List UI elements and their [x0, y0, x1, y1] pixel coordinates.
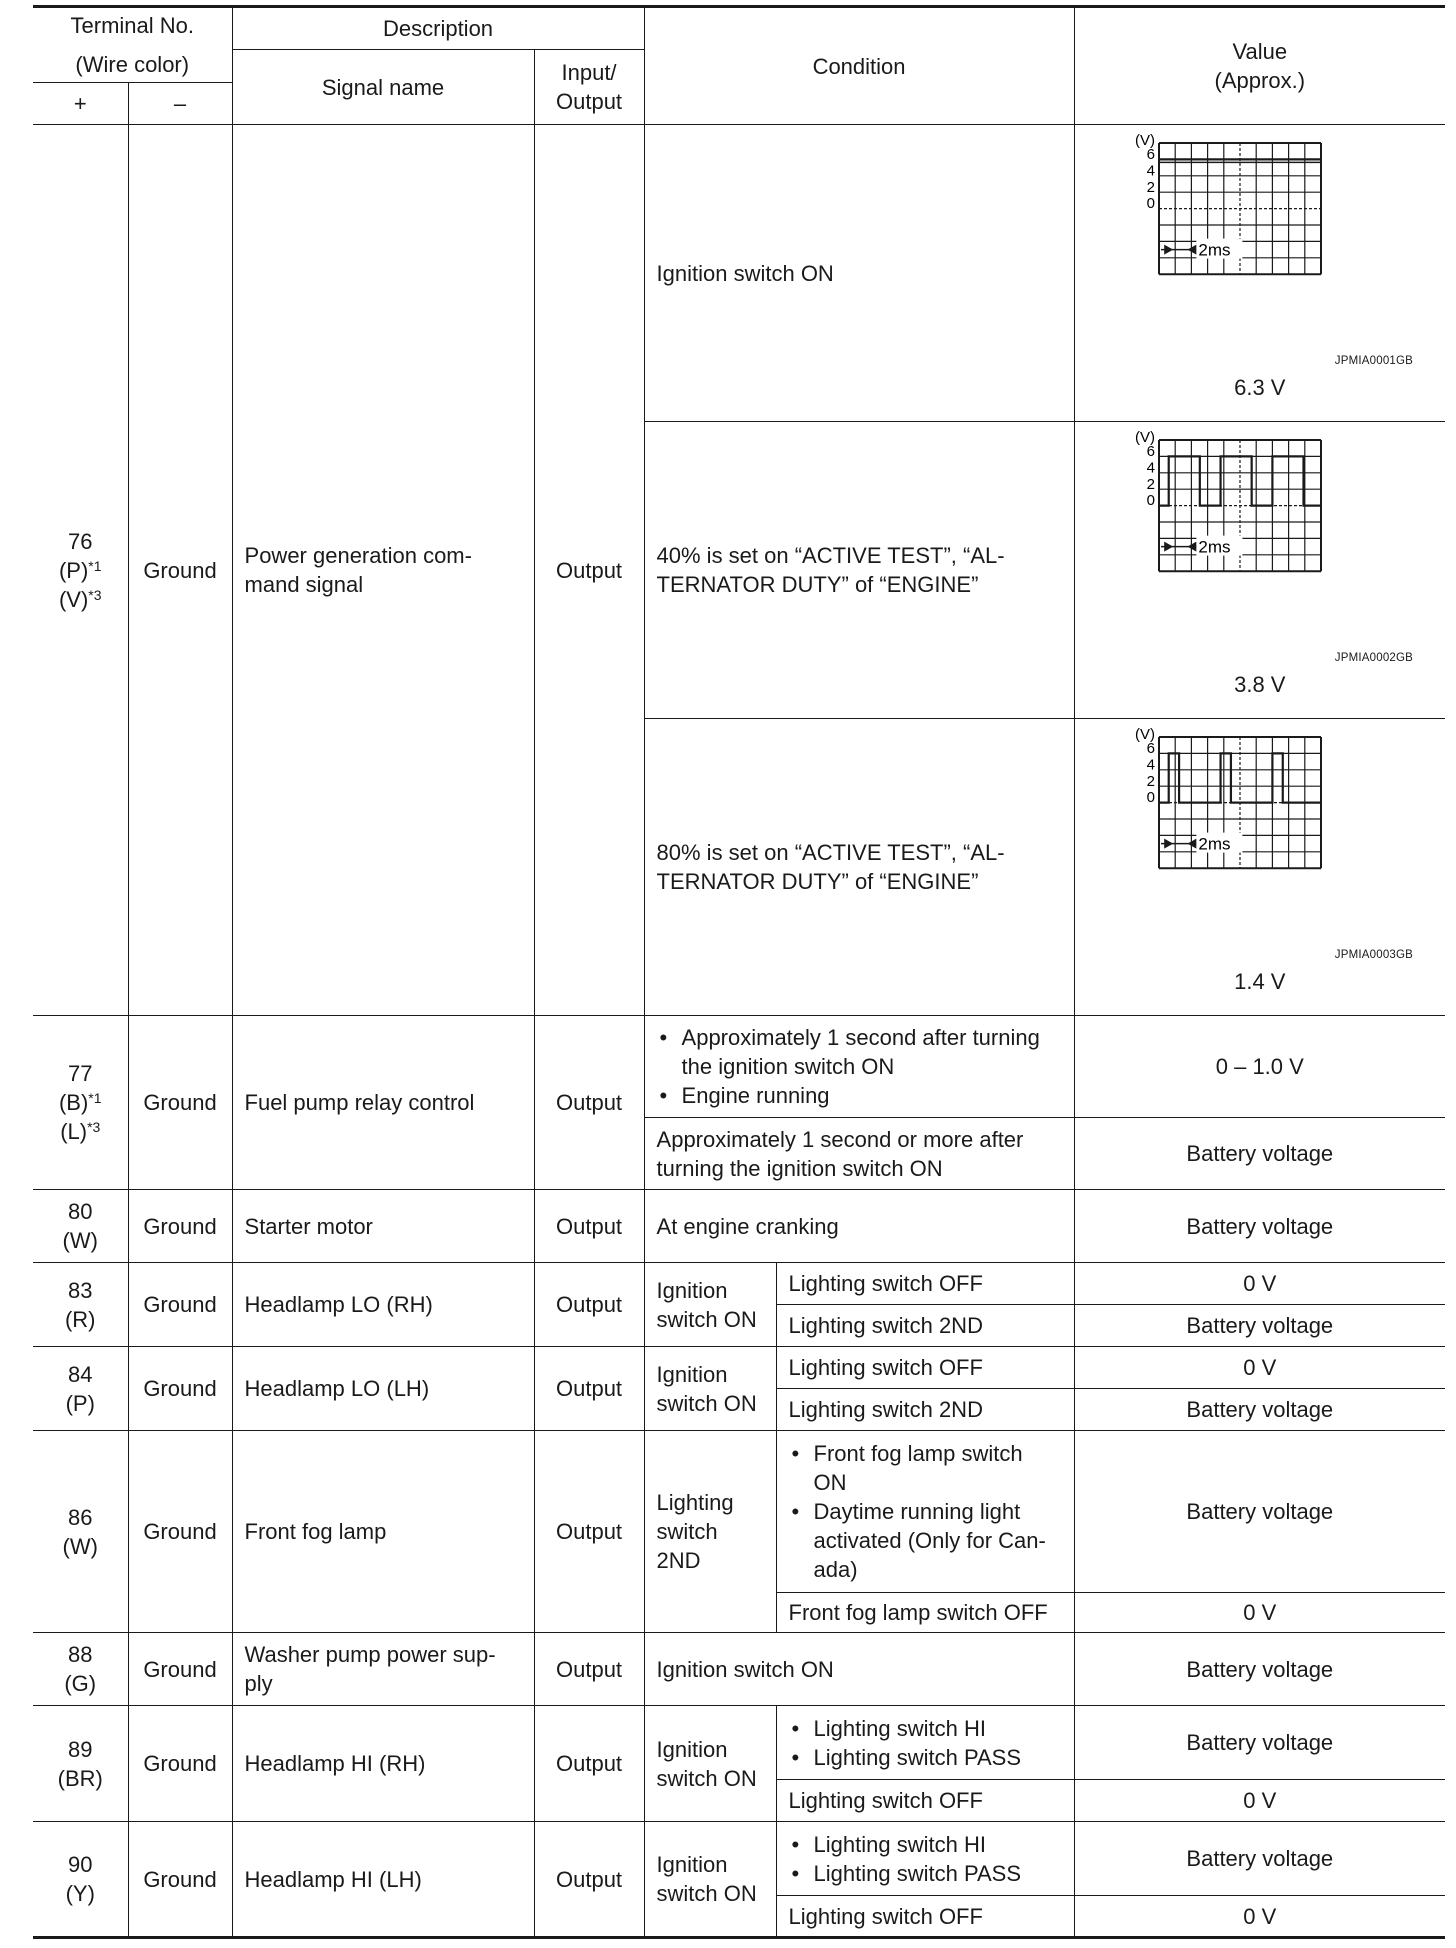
terminal-89-value-2: 0 V: [1074, 1780, 1445, 1822]
header-plus: +: [33, 83, 128, 125]
terminal-84-value-1: 0 V: [1074, 1347, 1445, 1389]
terminal-86-number: 86 (W): [33, 1431, 128, 1633]
terminal-83-subcondition-1: Lighting switch OFF: [776, 1263, 1074, 1305]
terminal-90-signal: Headlamp HI (LH): [232, 1822, 534, 1938]
terminal-84-ground: Ground: [128, 1347, 232, 1431]
time-division-label: 2ms: [1197, 834, 1231, 854]
terminal-88-ground: Ground: [128, 1633, 232, 1706]
arrow-right-icon: [1164, 839, 1173, 849]
terminal-89-signal: Headlamp HI (RH): [232, 1706, 534, 1822]
terminal-83-value-1: 0 V: [1074, 1263, 1445, 1305]
axis-tick-label: 6: [1146, 443, 1155, 460]
bullet-item: • Lighting switch HI: [789, 1714, 1062, 1743]
terminal-84-signal: Headlamp LO (LH): [232, 1347, 534, 1431]
axis-tick-label: 4: [1146, 459, 1155, 477]
terminal-77-value-2: Battery voltage: [1074, 1118, 1445, 1190]
header-minus: –: [128, 83, 232, 125]
header-description: Description: [232, 7, 644, 50]
axis-unit-label: (V): [1134, 726, 1155, 743]
header-wire-color: (Wire color): [33, 50, 232, 83]
terminal-83-signal: Headlamp LO (RH): [232, 1263, 534, 1347]
terminal-84-subcondition-1: Lighting switch OFF: [776, 1347, 1074, 1389]
terminal-89-io: Output: [534, 1706, 644, 1822]
terminal-90-subcondition-1: [776, 1822, 1074, 1896]
time-division-label: 2ms: [1197, 537, 1231, 557]
terminal-86-ground: Ground: [128, 1431, 232, 1633]
terminal-80-number: 80 (W): [33, 1190, 128, 1263]
time-division-label: 2ms: [1197, 240, 1231, 260]
oscilloscope-waveform-1: [1075, 125, 1446, 365]
scope-code-3: JPMIA0003GB: [1334, 949, 1414, 961]
bullet-item: • Daytime running light activated (Only for Can- ada): [789, 1497, 1062, 1584]
terminal-90-value-1: Battery voltage: [1074, 1822, 1445, 1896]
terminal-76-ground: Ground: [128, 125, 232, 1016]
terminal-89-number: 89 (BR): [33, 1706, 128, 1822]
terminal-86-subcondition-2: Front fog lamp switch OFF: [776, 1593, 1074, 1633]
scope-code-1: JPMIA0001GB: [1334, 355, 1414, 367]
header-condition: Condition: [644, 7, 1074, 125]
bullet-item: • Lighting switch HI: [789, 1830, 1062, 1859]
terminal-83-ground: Ground: [128, 1263, 232, 1347]
terminal-84-value-2: Battery voltage: [1074, 1389, 1445, 1431]
axis-unit-label: (V): [1134, 132, 1155, 149]
terminal-88-value: Battery voltage: [1074, 1633, 1445, 1706]
bullet-item: • Front fog lamp switch ON: [789, 1439, 1062, 1497]
arrow-right-icon: [1164, 245, 1173, 255]
terminal-77-condition-1: [644, 1016, 1074, 1118]
header-input-output: Input/ Output: [534, 50, 644, 125]
terminal-86-condition: Lighting switch 2ND: [644, 1431, 776, 1633]
terminal-80-signal: Starter motor: [232, 1190, 534, 1263]
terminal-88-condition: Ignition switch ON: [644, 1633, 1074, 1706]
value-3: 1.4 V: [1234, 969, 1286, 994]
terminal-90-value-2: 0 V: [1074, 1896, 1445, 1938]
axis-tick-label: 0: [1146, 492, 1155, 510]
terminal-77-condition-2: Approximately 1 second or more after turning the ignition switch ON: [644, 1118, 1074, 1190]
terminal-76-io: Output: [534, 125, 644, 1016]
terminal-80-condition: At engine cranking: [644, 1190, 1074, 1263]
scope-code-2: JPMIA0002GB: [1334, 652, 1414, 664]
oscilloscope-waveform-2: [1075, 422, 1446, 662]
axis-tick-label: 6: [1146, 146, 1155, 163]
terminal-90-subcondition-2: Lighting switch OFF: [776, 1896, 1074, 1938]
header-signal-name: Signal name: [232, 50, 534, 125]
terminal-77-signal: Fuel pump relay control: [232, 1016, 534, 1190]
axis-tick-label: 0: [1146, 195, 1155, 213]
terminal-84-io: Output: [534, 1347, 644, 1431]
terminal-77-ground: Ground: [128, 1016, 232, 1190]
terminal-86-value-2: 0 V: [1074, 1593, 1445, 1633]
terminal-spec-table: [33, 5, 1445, 1939]
axis-unit-label: (V): [1134, 429, 1155, 446]
terminal-76-condition-3: 80% is set on “ACTIVE TEST”, “AL- TERNATOR DUTY” of “ENGINE”: [644, 719, 1074, 1016]
terminal-90-number: 90 (Y): [33, 1822, 128, 1938]
terminal-88-number: 88 (G): [33, 1633, 128, 1706]
arrow-right-icon: [1164, 542, 1173, 552]
terminal-90-io: Output: [534, 1822, 644, 1938]
terminal-84-subcondition-2: Lighting switch 2ND: [776, 1389, 1074, 1431]
terminal-77-io: Output: [534, 1016, 644, 1190]
terminal-80-ground: Ground: [128, 1190, 232, 1263]
terminal-89-value-1: Battery voltage: [1074, 1706, 1445, 1780]
terminal-89-ground: Ground: [128, 1706, 232, 1822]
terminal-84-condition: Ignition switch ON: [644, 1347, 776, 1431]
terminal-83-io: Output: [534, 1263, 644, 1347]
terminal-89-subcondition-1: [776, 1706, 1074, 1780]
axis-tick-label: 4: [1146, 162, 1155, 180]
header-terminal: Terminal No.: [33, 7, 232, 50]
axis-tick-label: 2: [1146, 178, 1155, 196]
axis-tick-label: 2: [1146, 772, 1155, 790]
terminal-88-io: Output: [534, 1633, 644, 1706]
terminal-86-io: Output: [534, 1431, 644, 1633]
terminal-77-number: 77 $(B)^{*1}$ $(L)^{*3}$: [33, 1016, 128, 1190]
terminal-86-value-1: Battery voltage: [1074, 1431, 1445, 1593]
axis-tick-label: 2: [1146, 475, 1155, 493]
terminal-80-value: Battery voltage: [1074, 1190, 1445, 1263]
terminal-spec-document: [33, 5, 1445, 1939]
terminal-86-subcondition-1: [776, 1431, 1074, 1593]
terminal-76-signal: Power generation com- mand signal: [232, 125, 534, 1016]
terminal-90-ground: Ground: [128, 1822, 232, 1938]
bullet-item: • Lighting switch PASS: [789, 1743, 1062, 1772]
header-value: Value (Approx.): [1074, 7, 1445, 125]
terminal-83-condition: Ignition switch ON: [644, 1263, 776, 1347]
terminal-76-number: 76 $(P)^{*1}$ $(V)^{*3}$: [33, 125, 128, 1016]
oscilloscope-waveform-3: [1075, 719, 1446, 959]
terminal-76-condition-2: 40% is set on “ACTIVE TEST”, “AL- TERNATOR DUTY” of “ENGINE”: [644, 422, 1074, 719]
bullet-item: • Lighting switch PASS: [789, 1859, 1062, 1888]
terminal-84-number: 84 (P): [33, 1347, 128, 1431]
terminal-76-value-2: [1074, 422, 1445, 719]
terminal-76-value-1: [1074, 125, 1445, 422]
terminal-76-condition-1: Ignition switch ON: [644, 125, 1074, 422]
terminal-89-subcondition-2: Lighting switch OFF: [776, 1780, 1074, 1822]
bullet-item: • Engine running: [657, 1081, 1062, 1110]
terminal-76-value-3: [1074, 719, 1445, 1016]
axis-tick-label: 6: [1146, 740, 1155, 757]
terminal-83-value-2: Battery voltage: [1074, 1305, 1445, 1347]
value-1: 6.3 V: [1234, 375, 1286, 400]
terminal-77-value-1: 0 – 1.0 V: [1074, 1016, 1445, 1118]
value-2: 3.8 V: [1234, 672, 1286, 697]
terminal-80-io: Output: [534, 1190, 644, 1263]
terminal-83-subcondition-2: Lighting switch 2ND: [776, 1305, 1074, 1347]
terminal-90-condition: Ignition switch ON: [644, 1822, 776, 1938]
terminal-86-signal: Front fog lamp: [232, 1431, 534, 1633]
bullet-item: • Approximately 1 second after turning the ignition switch ON: [657, 1023, 1062, 1081]
terminal-89-condition: Ignition switch ON: [644, 1706, 776, 1822]
terminal-88-signal: Washer pump power sup- ply: [232, 1633, 534, 1706]
terminal-83-number: 83 (R): [33, 1263, 128, 1347]
axis-tick-label: 0: [1146, 789, 1155, 807]
axis-tick-label: 4: [1146, 756, 1155, 774]
